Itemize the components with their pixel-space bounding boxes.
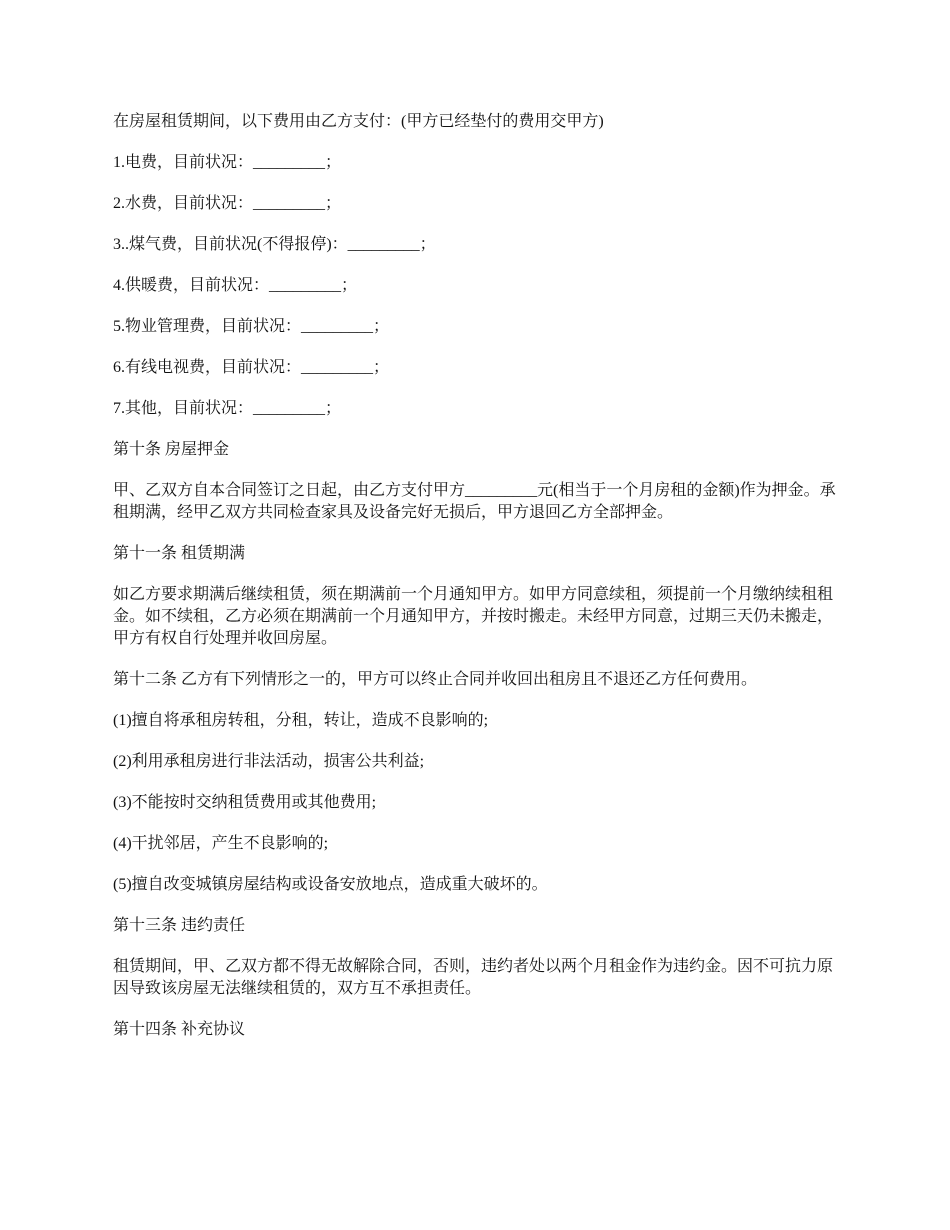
lease-expiry-paragraph: 如乙方要求期满后继续租赁，须在期满前一个月通知甲方。如甲方同意续租，须提前一个月缴纳续租租金。如不续租，乙方必须在期满前一个月通知甲方，并按时搬走。未经甲方同意，过期三天仍未搬走，甲方有权自行处理并收回房屋。 [113,586,834,647]
section-heading-article-14: 第十四条 补充协议 [113,1021,246,1038]
termination-item-1: (1)擅自将承租房转租，分租，转让，造成不良影响的; [113,712,489,729]
section-heading-article-12: 第十二条 乙方有下列情形之一的，甲方可以终止合同并收回出租房且不退还乙方任何费用。 [113,671,758,688]
document-page [113,111,843,1060]
fee-item-water: 2.水费，目前状况：_________； [113,195,342,212]
section-heading-article-10: 第十条 房屋押金 [113,441,230,458]
fee-item-property-management: 5.物业管理费，目前状况：_________； [113,318,390,335]
intro-paragraph: 在房屋租赁期间，以下费用由乙方支付：(甲方已经垫付的费用交甲方) [113,113,604,130]
termination-item-5: (5)擅自改变城镇房屋结构或设备安放地点，造成重大破坏的。 [113,876,548,893]
section-heading-article-13: 第十三条 违约责任 [113,917,246,934]
deposit-paragraph: 甲、乙双方自本合同签订之日起，由乙方支付甲方_________元(相当于一个月房租的金额)作为押金。承租期满，经甲乙双方共同检查家具及设备完好无损后，甲方退回乙方全部押金。 [113,482,836,521]
termination-item-3: (3)不能按时交纳租赁费用或其他费用; [113,794,377,811]
termination-item-4: (4)干扰邻居，产生不良影响的; [113,835,329,852]
fee-item-other: 7.其他，目前状况：_________； [113,400,342,417]
termination-item-2: (2)利用承租房进行非法活动，损害公共利益; [113,753,425,770]
section-heading-article-11: 第十一条 租赁期满 [113,545,246,562]
breach-liability-paragraph: 租赁期间，甲、乙双方都不得无故解除合同，否则，违约者处以两个月租金作为违约金。因不可抗力原因导致该房屋无法继续租赁的，双方互不承担责任。 [113,958,834,997]
fee-item-cable-tv: 6.有线电视费，目前状况：_________； [113,359,390,376]
fee-item-gas: 3..煤气费，目前状况(不得报停)：_________； [113,236,436,253]
fee-item-heating: 4.供暖费，目前状况：_________； [113,277,358,294]
fee-item-electricity: 1.电费，目前状况：_________； [113,154,342,171]
